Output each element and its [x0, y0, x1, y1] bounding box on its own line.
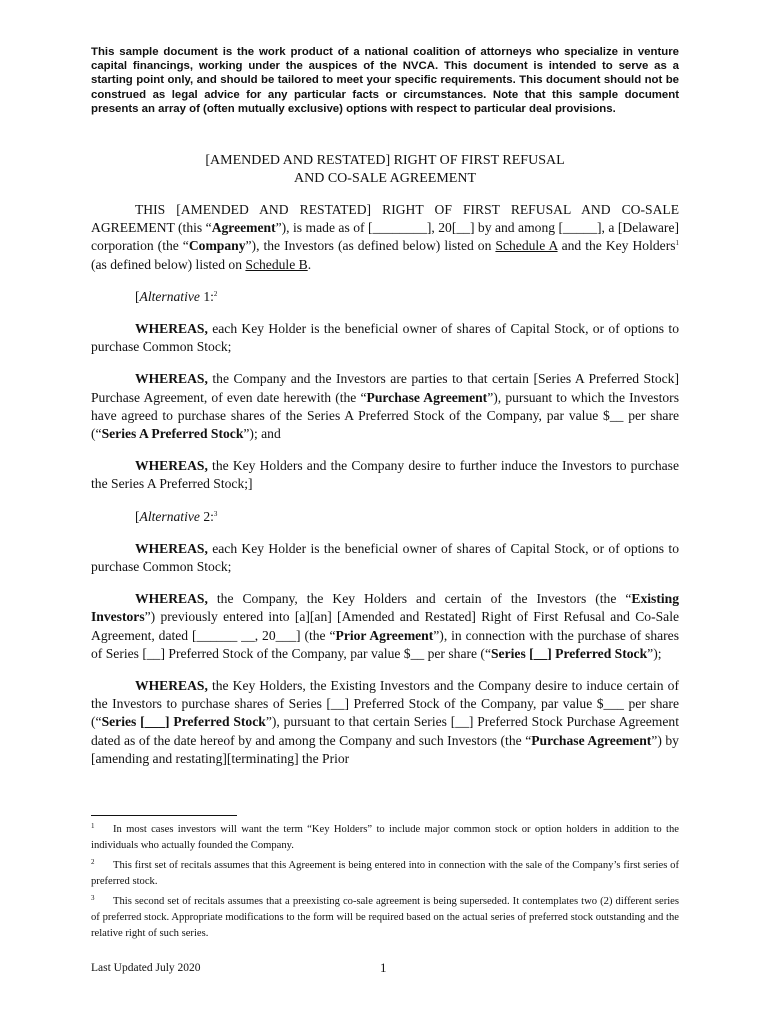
- footnote-ref-3: 3: [213, 509, 218, 518]
- footnote-separator: [91, 815, 237, 816]
- disclaimer-notice: This sample document is the work product of a national coalition of attorneys who specialize in venture capital financings, working under the auspices of the NVCA. This document is intended to serve as a starting point only, and should be tailored to meet your specific requirements. This document should not be construed as legal advice for any particular facts or circumstances. Note that this sample document presents an array of (often mutually exclusive) options with respect to particular deal provisions.: [91, 46, 679, 115]
- footnotes: [91, 819, 679, 943]
- alt1-whereas-3: WHEREAS, the Key Holders and the Company desire to further induce the Investors to purchase the Series A Preferred Stock;]: [91, 458, 679, 492]
- schedule-a-ref: Schedule A: [495, 238, 558, 254]
- footnote-ref-1: 1: [675, 239, 680, 248]
- document-body: [91, 201, 679, 782]
- alternative-1-heading: [Alternative 1:$^2$: [135, 288, 218, 304]
- schedule-b-ref: Schedule B: [245, 256, 308, 272]
- alt2-whereas-3: WHEREAS, the Key Holders, the Existing Investors and the Company desire to induce certain of the Investors to purchase shares of Series [__] Preferred Stock of the Company, par value $___ per share (“Series [___] Preferred Stock”), pursuant to that certain Series [__] Preferred Stock Purchase Agreement dated as of the date hereof by and among the Company and such Investors (the “Purchase Agreement”) by [amending and restating][terminating] the Prior: [91, 678, 679, 766]
- alt1-whereas-1: WHEREAS, each Key Holder is the beneficial owner of shares of Capital Stock, or of options to purchase Common Stock;: [91, 321, 679, 355]
- document-title: [91, 152, 679, 188]
- alt2-whereas-1: WHEREAS, each Key Holder is the beneficial owner of shares of Capital Stock, or of options to purchase Common Stock;: [91, 540, 679, 575]
- title-line-2: AND CO-SALE AGREEMENT: [294, 171, 476, 186]
- footnote-ref-2: 2: [213, 289, 218, 298]
- footnote-3: 3 This second set of recitals assumes that a preexisting co-sale agreement is being superseded. It contemplates two (2) different series of preferred stock. Appropriate modifications to the form will be required based on the actual series of preferred stock outstanding and the relative right of such series.: [91, 894, 679, 939]
- alt1-whereas-2: WHEREAS, the Company and the Investors are parties to that certain [Series A Preferred Stock] Purchase Agreement, of even date herewith (the “Purchase Agreement”), pursuant to which the Investors have agreed to purchase shares of the Series A Preferred Stock of the Company, par value $__ per share (“Series A Preferred Stock”); and: [91, 371, 679, 442]
- intro-paragraph: THIS [AMENDED AND RESTATED] RIGHT OF FIRST REFUSAL AND CO-SALE AGREEMENT (this “Agreement”), is made as of [________], 20[__] by and among [_____], a [Delaware] corporation (the “Company”), the Investors (as defined below) listed on Schedule A and the Key Holders$^1$ (as defined below) listed on Schedule B.: [91, 202, 680, 272]
- title-line-1: [AMENDED AND RESTATED] RIGHT OF FIRST REFUSAL: [205, 153, 565, 168]
- last-updated-footer: Last Updated July 2020: [91, 962, 201, 974]
- footnote-1: 1 In most cases investors will want the term “Key Holders” to include major common stock or option holders in addition to the individuals who actually founded the Company.: [91, 822, 679, 851]
- alternative-2-heading: [Alternative 2:$^3$: [135, 508, 218, 524]
- page-number: 1: [380, 960, 387, 975]
- footnote-2: 2 This first set of recitals assumes that this Agreement is being entered into in connection with the sale of the Company’s first series of preferred stock.: [91, 858, 679, 887]
- alt2-whereas-2: WHEREAS, the Company, the Key Holders and certain of the Investors (the “Existing Investors”) previously entered into [a][an] [Amended and Restated] Right of First Refusal and Co-Sale Agreement, dated [______ __, 20___] (the “Prior Agreement”), in connection with the purchase of shares of Series [__] Preferred Stock of the Company, par value $__ per share (“Series [__] Preferred Stock”);: [91, 591, 679, 661]
